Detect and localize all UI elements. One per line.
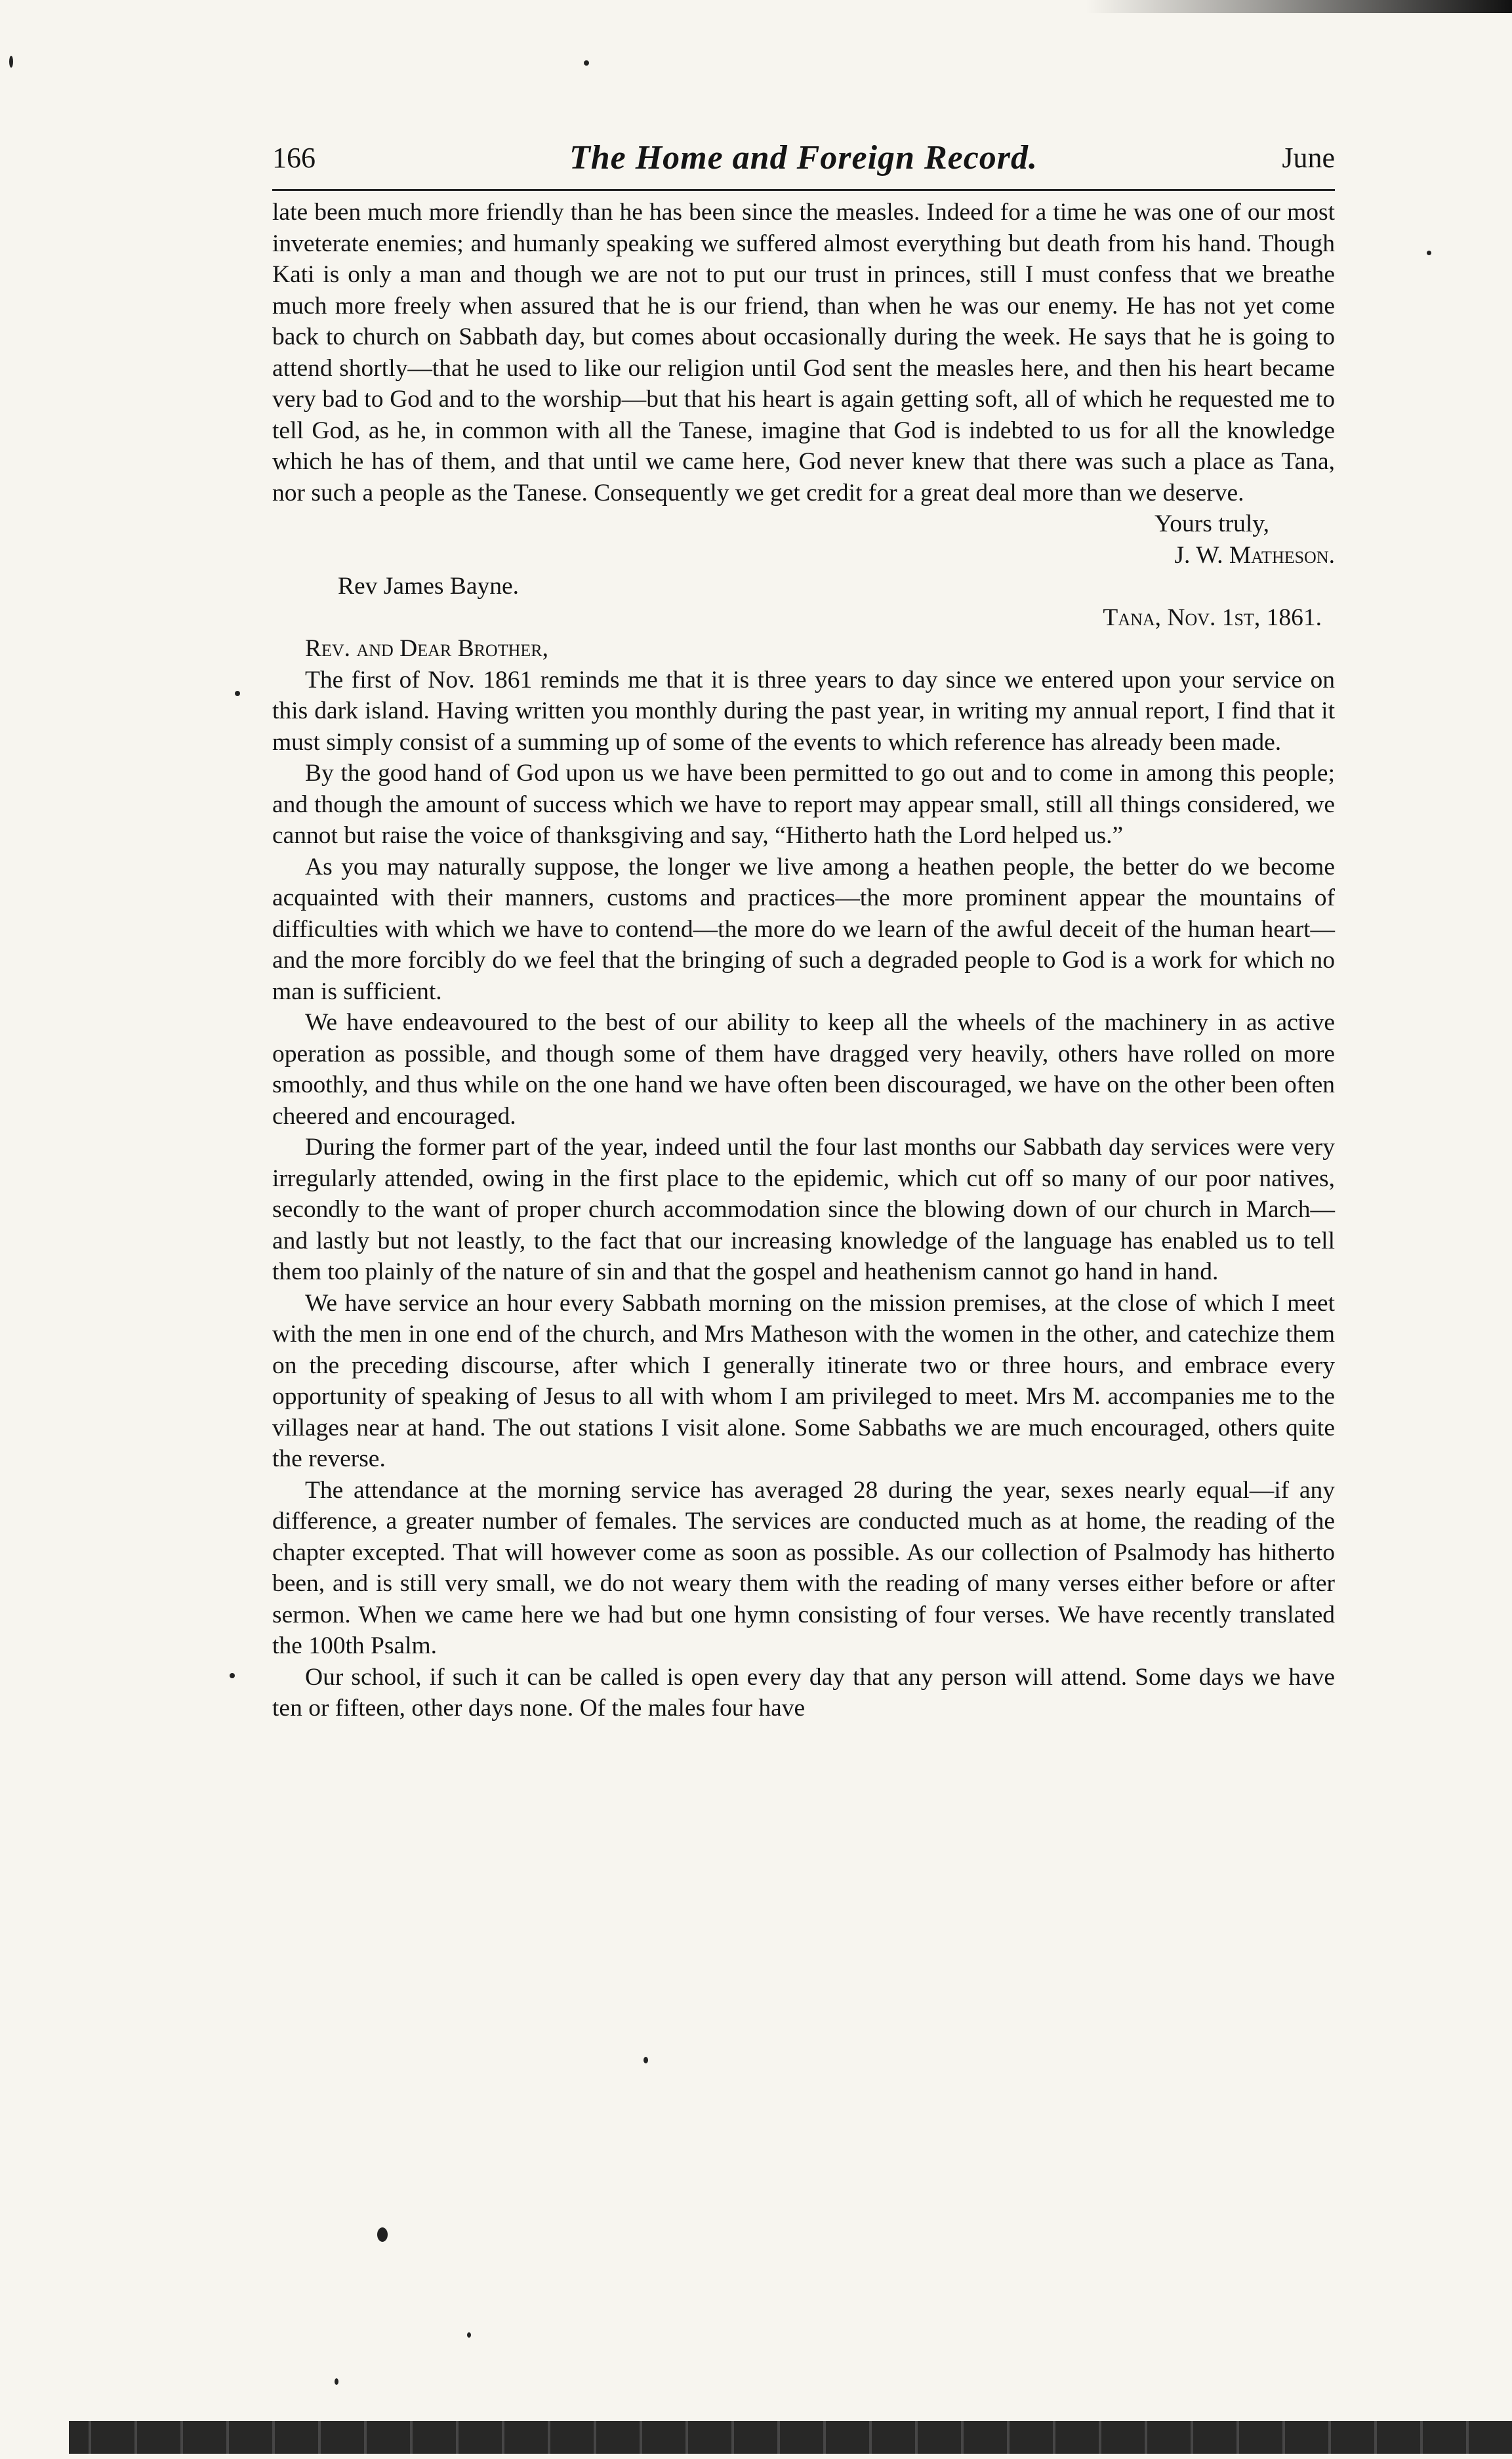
salutation xyxy=(272,633,1335,665)
salutation-text: Rev. and Dear Brother, xyxy=(305,635,548,662)
running-month: June xyxy=(1282,142,1335,174)
place-date-text: Tana, Nov. 1st, 1861. xyxy=(1103,604,1322,631)
scan-speck xyxy=(235,691,240,696)
signature-name: J. W. Matheson. xyxy=(1174,541,1335,569)
letter2-paragraph: We have endeavoured to the best of our ability to keep all the wheels of the machinery in as active operation as possible, and though some of them have dragged very heavily, others have rolled on more smoothly, and thus while on the one hand we have often been discouraged, we have on the other been often cheered and encouraged. xyxy=(272,1009,1335,1130)
addressee: Rev James Bayne. xyxy=(338,573,519,600)
letter1-paragraph: late been much more friendly than he has been since the measles. Indeed for a time he was one of our most inveterate enemies; and humanly speaking we suffered almost everything but death from his hand. Though Kati is only a man and though we are not to put our trust in princes, still I must confess that we breathe much more freely when assured that he is our friend, than when he was our enemy. He has not yet come back to church on Sabbath day, but comes about occasionally during the week. He says that he is going to attend shortly—that he used to like our religion until God sent the measles here, and then his heart became very bad to God and to the worship—but that his heart is again getting soft, all of which he requested me to tell God, as he, in common with all the Tanese, imagine that God is indebted to us for all the knowledge which he has of them, and that until we came here, God never knew that there was such a place as Tana, nor such a people as the Tanese. Consequently we get credit for a great deal more than we deserve. xyxy=(272,199,1335,506)
letter2-paragraph: We have service an hour every Sabbath morning on the mission premises, at the close of which I meet with the men in one end of the church, and Mrs Matheson with the women in the other, and catechize them on the preceding discourse, after which I generally itinerate two or three hours, and embrace every opportunity of speaking of Jesus to all with whom I am privileged to meet. Mrs M. accompanies me to the villages near at hand. The out stations I visit alone. Some Sabbaths we are much encouraged, others quite the reverse. xyxy=(272,1289,1335,1472)
running-header xyxy=(272,141,1335,180)
scan-speck xyxy=(644,2057,648,2063)
place-date xyxy=(272,602,1335,634)
scan-edge-bottom xyxy=(69,2421,1512,2454)
scan-speck xyxy=(584,60,589,66)
scan-edge-top xyxy=(1086,0,1512,13)
letter1-closing: Yours truly, xyxy=(1154,510,1269,537)
scan-speck xyxy=(335,2378,338,2385)
header-rule xyxy=(272,189,1335,191)
letter2-paragraph: As you may naturally suppose, the longer we live among a heathen people, the better do we become acquainted with their manners, customs and practices—the more prominent appear the mountains of difficulties with which we have to contend—the more do we learn of the awful deceit of the human heart—and the more forcibly do we feel that the bringing of such a degraded people to God is a work for which no man is sufficient. xyxy=(272,853,1335,1005)
letter2-paragraph: The attendance at the morning service has averaged 28 during the year, sexes nearly equal—if any difference, a greater number of females. The services are conducted much as at home, the reading of the chapter excepted. That will however come as soon as possible. As our collection of Psalmody has hitherto been, and is still very small, we do not weary them with the reading of many verses either before or after sermon. When we came here we had but one hymn consisting of four verses. We have recently translated the 100th Psalm. xyxy=(272,1476,1335,1659)
article-body xyxy=(272,197,1335,1724)
letter2-paragraph: During the former part of the year, indeed until the four last months our Sabbath day services were very irregularly attended, owing in the first place to the epidemic, which cut off so many of our poor natives, secondly to the want of proper church accommodation since the blowing down of our church in March—and lastly but not leastly, to the fact that our increasing knowledge of the language has enabled us to tell them too plainly of the nature of sin and that the gospel and heathenism cannot go hand in hand. xyxy=(272,1134,1335,1285)
letter2-paragraph: By the good hand of God upon us we have been permitted to go out and to come in among this people; and though the amount of success which we have to report may appear small, still all things considered, we cannot but raise the voice of thanksgiving and say, “Hitherto hath the Lord helped us.” xyxy=(272,760,1335,849)
page-number: 166 xyxy=(272,142,316,174)
scan-speck xyxy=(467,2332,471,2338)
letter2-paragraph: The first of Nov. 1861 reminds me that it is three years to day since we entered upon your service on this dark island. Having written you monthly during the past year, in writing my annual report, I find that it must simply consist of a summing up of some of the events to which reference has already been made. xyxy=(272,666,1335,756)
scan-speck xyxy=(377,2227,388,2242)
letter2-paragraph: Our school, if such it can be called is open every day that any person will attend. Some days we have ten or fifteen, other days none. Of the males four have xyxy=(272,1663,1335,1722)
letter1-signature xyxy=(272,540,1335,571)
scan-speck xyxy=(230,1673,235,1678)
journal-title: The Home and Foreign Record. xyxy=(569,139,1038,176)
scan-speck xyxy=(1427,251,1431,255)
scan-speck xyxy=(9,56,13,68)
